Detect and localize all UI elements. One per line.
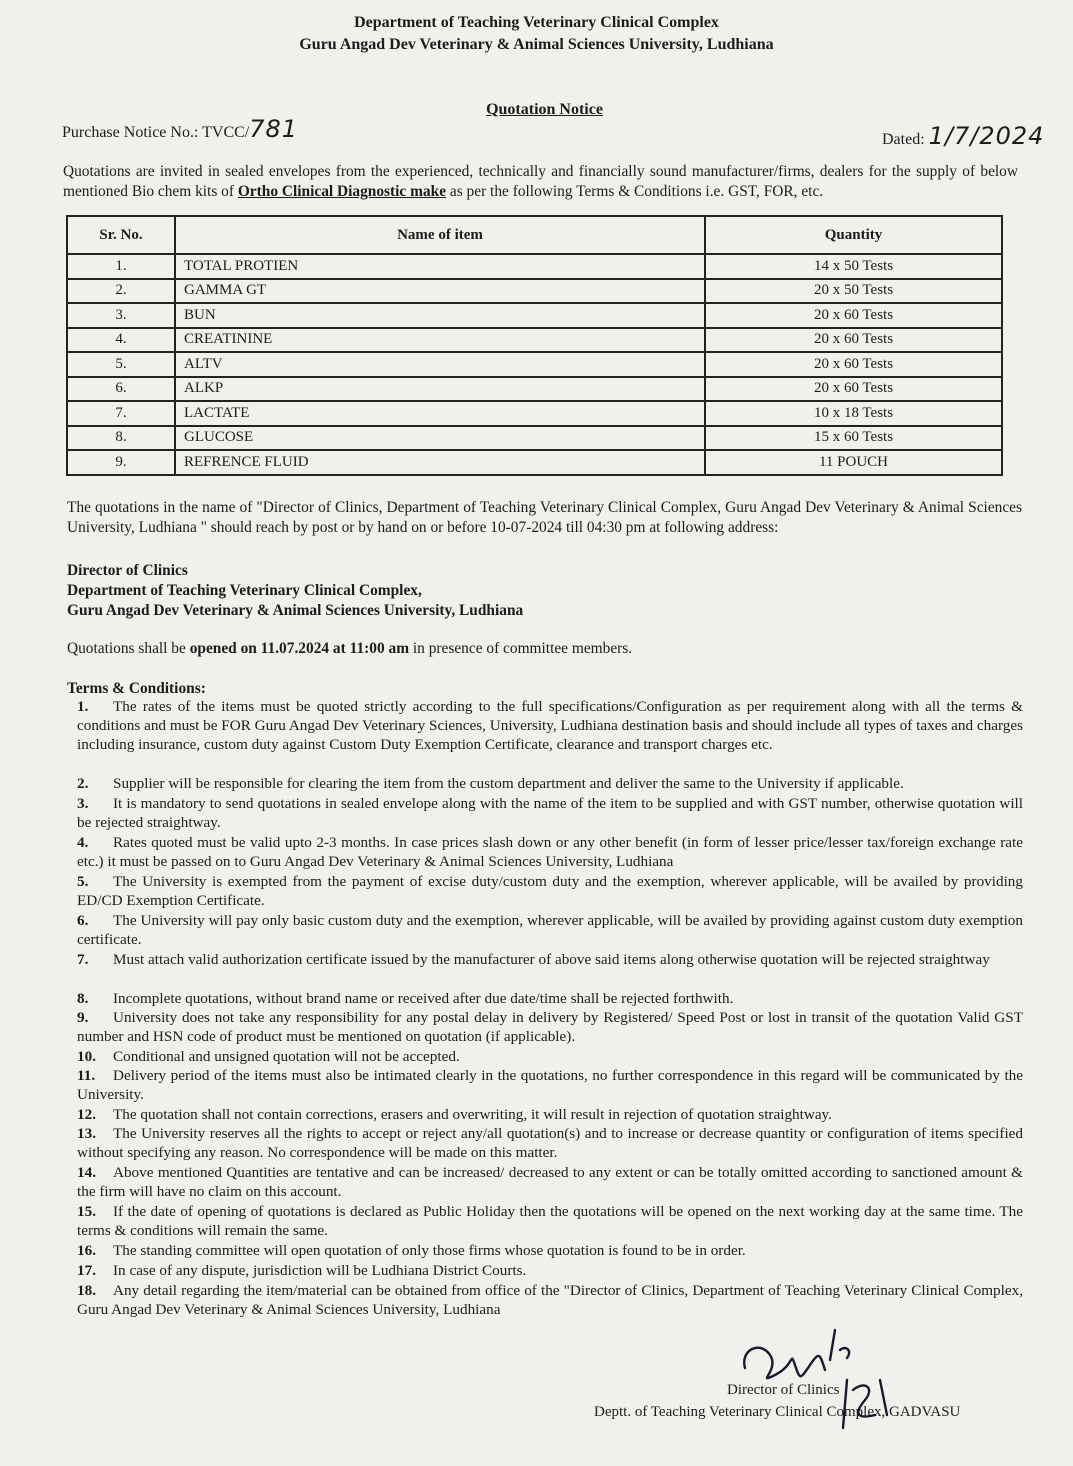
term-text: Rates quoted must be valid upto 2-3 months. In case prices slash down or any other benefit (in form of lesser price/lesser tax/foreign exchange rate etc.) it must be passed on to Guru Angad Dev Veterinary & Animal Sciences University, Ludhiana xyxy=(77,834,1023,870)
cell-item-name: REFRENCE FLUID xyxy=(175,450,705,475)
cell-sr-no: 8. xyxy=(67,426,175,451)
purchase-notice-number xyxy=(62,115,298,143)
cell-quantity: 20 x 50 Tests xyxy=(705,279,1002,304)
purchase-notice-handwritten-number: 781 xyxy=(249,115,299,143)
term-item xyxy=(77,1124,1023,1162)
term-item xyxy=(77,950,1023,969)
intro-make: Ortho Clinical Diagnostic make xyxy=(237,183,447,200)
term-text: The University is exempted from the payment of excise duty/custom duty and the exemption, wherever applicable, will be availed by providing ED/CD Exemption Certificate. xyxy=(77,873,1023,909)
term-text: Above mentioned Quantities are tentative and can be increased/ decreased to any extent or can be totally omitted according to sanctioned amount & the firm will have no claim on this account. xyxy=(77,1164,1023,1200)
cell-sr-no: 4. xyxy=(67,328,175,353)
table-row xyxy=(67,254,1002,279)
cell-item-name: ALTV xyxy=(175,352,705,377)
table-row xyxy=(67,377,1002,402)
opening-text-after: in presence of committee members. xyxy=(409,640,633,657)
table-row xyxy=(67,450,1002,475)
terms-heading: Terms & Conditions: xyxy=(67,680,206,697)
address-line-1: Director of Clinics xyxy=(67,562,188,579)
term-number: 2. xyxy=(77,775,89,792)
term-item xyxy=(77,1241,1023,1260)
term-number: 15. xyxy=(77,1203,96,1220)
cell-sr-no: 7. xyxy=(67,401,175,426)
address-block xyxy=(67,561,1022,621)
term-number: 3. xyxy=(77,795,89,812)
address-line-2: Department of Teaching Veterinary Clinical Complex, xyxy=(67,582,422,599)
opening-date-time: opened on 11.07.2024 at 11:00 am xyxy=(189,640,410,657)
items-table xyxy=(66,215,1003,476)
cell-sr-no: 1. xyxy=(67,254,175,279)
table-row xyxy=(67,328,1002,353)
term-number: 16. xyxy=(77,1242,96,1259)
header-item-name: Name of item xyxy=(175,216,705,254)
department-heading: Department of Teaching Veterinary Clinical Complex xyxy=(354,14,719,31)
cell-item-name: CREATININE xyxy=(175,328,705,353)
term-number: 1. xyxy=(77,698,89,715)
cell-quantity: 10 x 18 Tests xyxy=(705,401,1002,426)
term-item xyxy=(77,833,1023,871)
term-text: In case of any dispute, jurisdiction will be Ludhiana District Courts. xyxy=(113,1262,527,1279)
intro-paragraph xyxy=(63,162,1018,202)
table-row xyxy=(67,401,1002,426)
term-text: The University reserves all the rights to accept or reject any/all quotation(s) and to increase or decrease quantity or configuration of items specified without specifying any reason. No correspondence will be made on this matter. xyxy=(77,1125,1023,1161)
term-text: Any detail regarding the item/material can be obtained from office of the "Director of Clinics, Department of Teaching Veterinary Clinical Complex, Guru Angad Dev Veterinary & Animal Sciences University, Ludhiana xyxy=(77,1282,1023,1318)
term-item xyxy=(77,1066,1023,1104)
cell-quantity: 14 x 50 Tests xyxy=(705,254,1002,279)
term-item xyxy=(77,1261,1023,1280)
table-row xyxy=(67,279,1002,304)
term-number: 6. xyxy=(77,912,89,929)
term-text: If the date of opening of quotations is declared as Public Holiday then the quotations will be opened on the next working day at the same time. The terms & conditions will remain the same. xyxy=(77,1203,1023,1239)
term-number: 5. xyxy=(77,873,89,890)
dated-field xyxy=(882,122,1044,150)
header-quantity: Quantity xyxy=(705,216,1002,254)
cell-item-name: LACTATE xyxy=(175,401,705,426)
cell-quantity: 20 x 60 Tests xyxy=(705,303,1002,328)
term-text: The University will pay only basic custom duty and the exemption, wherever applicable, will be availed by providing against custom duty exemption certificate. xyxy=(77,912,1023,948)
term-item xyxy=(77,872,1023,910)
term-item xyxy=(77,774,1023,793)
term-number: 10. xyxy=(77,1048,96,1065)
dated-label: Dated: xyxy=(882,131,925,148)
cell-item-name: GLUCOSE xyxy=(175,426,705,451)
term-number: 17. xyxy=(77,1262,96,1279)
term-text: The quotation shall not contain corrections, erasers and overwriting, it will result in rejection of quotation straightway. xyxy=(113,1106,832,1123)
term-number: 12. xyxy=(77,1106,96,1123)
term-number: 9. xyxy=(77,1009,89,1026)
term-text: The standing committee will open quotation of only those firms whose quotation is found to be in order. xyxy=(113,1242,746,1259)
signatory-title: Director of Clinics xyxy=(727,1382,840,1398)
term-text: Incomplete quotations, without brand name or received after due date/time shall be rejected forthwith. xyxy=(113,990,734,1007)
notice-title: Quotation Notice xyxy=(486,101,603,118)
cell-quantity: 20 x 60 Tests xyxy=(705,377,1002,402)
term-item xyxy=(77,1202,1023,1240)
term-text: Must attach valid authorization certificate issued by the manufacturer of above said items along otherwise quotation will be rejected straightway xyxy=(113,951,990,968)
term-text: It is mandatory to send quotations in sealed envelope along with the name of the item to be supplied and with GST number, otherwise quotation will be rejected straightway. xyxy=(77,795,1023,831)
university-heading: Guru Angad Dev Veterinary & Animal Sciences University, Ludhiana xyxy=(299,36,774,53)
items-table-body xyxy=(67,254,1002,475)
term-number: 7. xyxy=(77,951,89,968)
term-text: Conditional and unsigned quotation will not be accepted. xyxy=(113,1048,460,1065)
cell-sr-no: 2. xyxy=(67,279,175,304)
table-row xyxy=(67,303,1002,328)
term-item xyxy=(77,1105,1023,1124)
term-item xyxy=(77,1281,1023,1319)
table-row xyxy=(67,426,1002,451)
cell-sr-no: 5. xyxy=(67,352,175,377)
address-line-3: Guru Angad Dev Veterinary & Animal Sciences University, Ludhiana xyxy=(67,602,524,619)
term-item xyxy=(77,794,1023,832)
term-item xyxy=(77,697,1023,754)
opening-paragraph xyxy=(67,639,1022,659)
term-number: 11. xyxy=(77,1067,96,1084)
cell-sr-no: 6. xyxy=(67,377,175,402)
cell-sr-no: 3. xyxy=(67,303,175,328)
cell-quantity: 15 x 60 Tests xyxy=(705,426,1002,451)
term-item xyxy=(77,989,1023,1008)
cell-quantity: 20 x 60 Tests xyxy=(705,328,1002,353)
cell-quantity: 20 x 60 Tests xyxy=(705,352,1002,377)
intro-text-after: as per the following Terms & Conditions i.e. GST, FOR, etc. xyxy=(446,183,824,200)
term-number: 4. xyxy=(77,834,89,851)
term-number: 13. xyxy=(77,1125,96,1142)
intro-text-before: Quotations are invited in sealed envelopes from the experienced, technically and financially sound manufacturer/firms, dealers for the supply of below mentioned Bio chem kits of xyxy=(63,163,1018,200)
cell-quantity: 11 POUCH xyxy=(705,450,1002,475)
dated-handwritten-value: 1/7/2024 xyxy=(928,122,1045,150)
cell-item-name: TOTAL PROTIEN xyxy=(175,254,705,279)
cell-item-name: ALKP xyxy=(175,377,705,402)
signatory-department: Deptt. of Teaching Veterinary Clinical Complex, GADVASU xyxy=(594,1404,961,1420)
opening-text-before: Quotations shall be xyxy=(67,640,190,657)
term-number: 8. xyxy=(77,990,89,1007)
quotation-submission-paragraph: The quotations in the name of "Director of Clinics, Department of Teaching Veterinary Clinical Complex, Guru Angad Dev Veterinary & Animal Sciences University, Ludhiana " should reach by post or by hand on or before 10-07-2024 till 04:30 pm at following address: xyxy=(67,499,1022,536)
term-item xyxy=(77,911,1023,949)
cell-item-name: GAMMA GT xyxy=(175,279,705,304)
term-number: 18. xyxy=(77,1282,96,1299)
table-row xyxy=(67,352,1002,377)
table-header-row xyxy=(67,216,1002,254)
purchase-notice-label: Purchase Notice No.: TVCC/ xyxy=(62,124,250,141)
cell-item-name: BUN xyxy=(175,303,705,328)
term-text: Supplier will be responsible for clearing the item from the custom department and deliver the same to the University if applicable. xyxy=(113,775,904,792)
term-text: University does not take any responsibility for any postal delay in delivery by Registered/ Speed Post or lost in transit of the quotation Valid GST number and HSN code of product must be mentioned on quotation (if applicable). xyxy=(77,1009,1023,1045)
term-item xyxy=(77,1047,1023,1066)
term-item xyxy=(77,1163,1023,1201)
header-sr-no: Sr. No. xyxy=(67,216,175,254)
term-item xyxy=(77,1008,1023,1046)
term-text: The rates of the items must be quoted strictly according to the full specifications/Configuration as per requirement along with all the terms & conditions and must be FOR Guru Angad Dev Veterinary Sciences, University, Ludhiana destination basis and should include all types of taxes and charges including insurance, custom duty against Custom Duty Exemption Certificate, clearance and transport charges etc. xyxy=(77,698,1023,753)
term-number: 14. xyxy=(77,1164,96,1181)
cell-sr-no: 9. xyxy=(67,450,175,475)
term-text: Delivery period of the items must also be intimated clearly in the quotations, no further correspondence in this regard will be communicated by the University. xyxy=(77,1067,1023,1103)
